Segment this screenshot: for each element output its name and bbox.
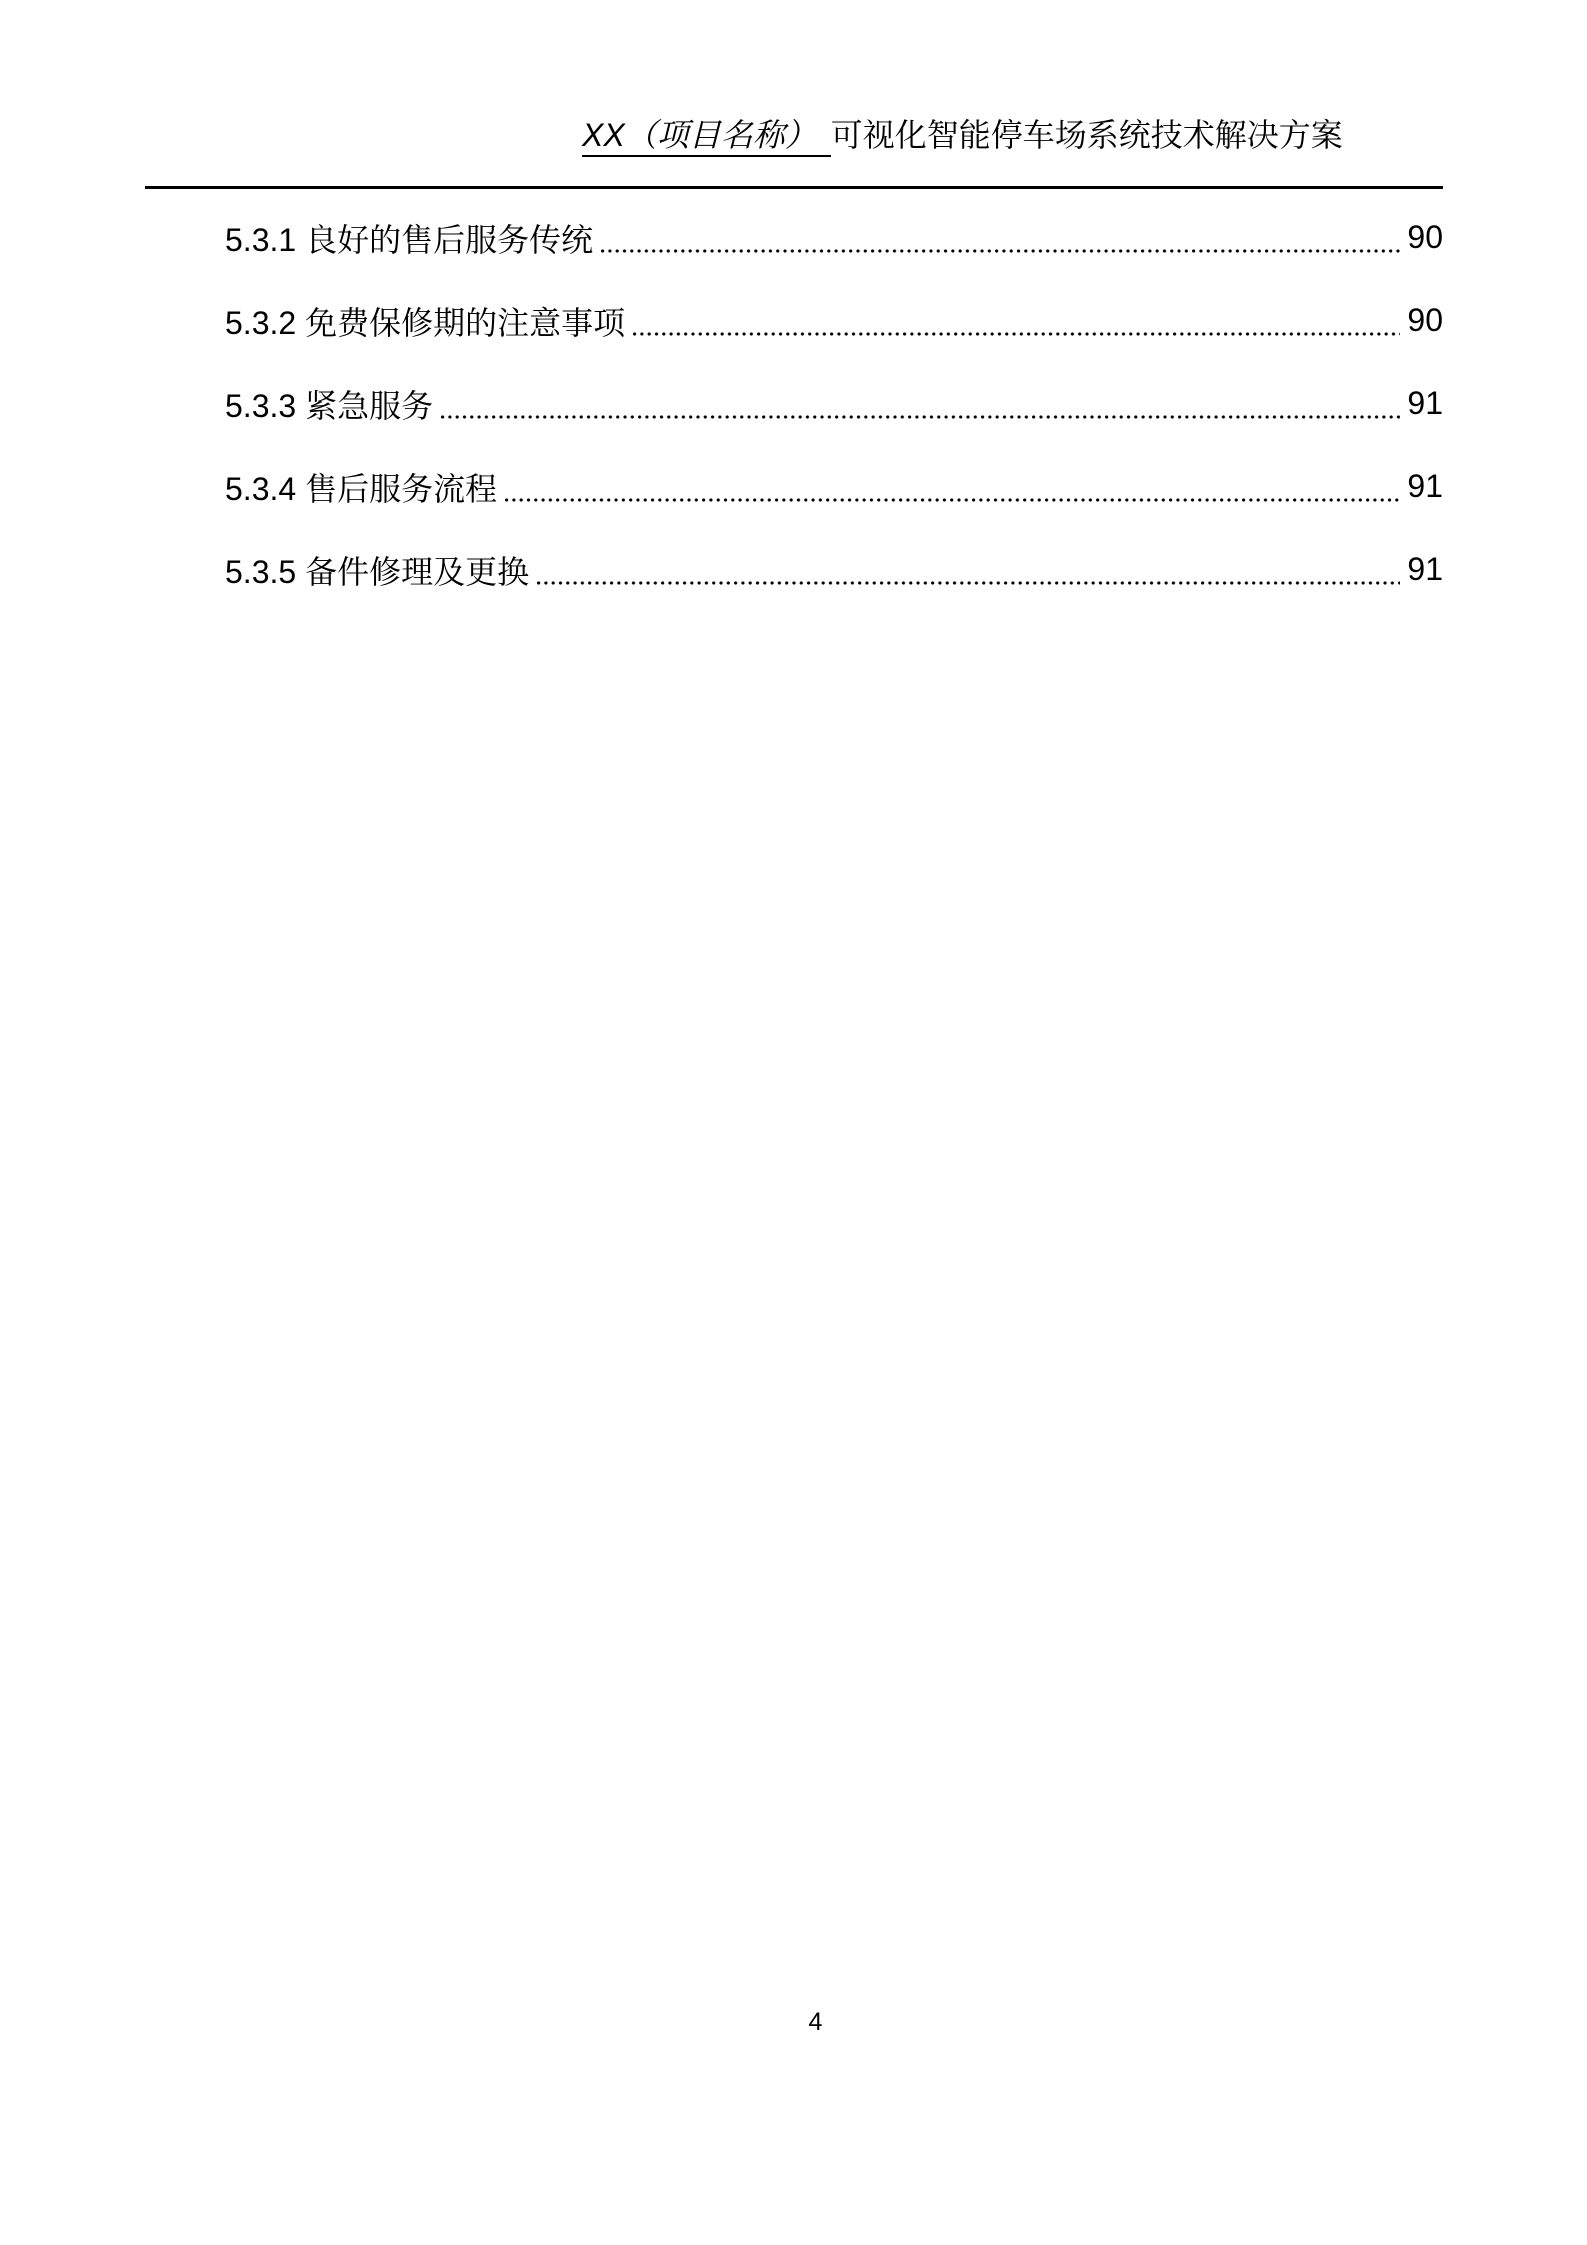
- toc-entry[interactable]: [225, 362, 1443, 445]
- toc-entry[interactable]: [225, 445, 1443, 528]
- toc-entry-page-number: 91: [1407, 551, 1443, 587]
- toc-entry[interactable]: [225, 196, 1443, 279]
- page-header: [582, 117, 1343, 157]
- toc-dot-leader: [633, 302, 1400, 340]
- toc-entry-page-number: 91: [1407, 385, 1443, 421]
- footer-page-number: 4: [808, 2008, 823, 2036]
- toc-entry-label: 5.3.2 免费保修期的注意事项: [225, 304, 626, 341]
- header-rule: [145, 186, 1443, 189]
- toc-entry-label: 5.3.4 售后服务流程: [225, 470, 498, 507]
- toc-entry-label: 5.3.3 紧急服务: [225, 387, 434, 424]
- toc-entry-label: 5.3.1 良好的售后服务传统: [225, 221, 594, 258]
- toc-dot-leader: [601, 219, 1400, 257]
- toc-dot-leader: [537, 551, 1400, 589]
- toc-dot-leader: [441, 385, 1400, 423]
- toc-entry-label: 5.3.5 备件修理及更换: [225, 553, 530, 590]
- toc-entry-page-number: 90: [1407, 302, 1443, 338]
- toc-entry-page-number: 90: [1407, 219, 1443, 255]
- toc-entry-page-number: 91: [1407, 468, 1443, 504]
- header-project-name: XX（项目名称）: [582, 117, 831, 157]
- toc-entry[interactable]: [225, 528, 1443, 611]
- page-footer: [0, 2008, 1587, 2037]
- toc-entry[interactable]: [225, 279, 1443, 362]
- toc-list: [225, 196, 1443, 611]
- header-document-title: 可视化智能停车场系统技术解决方案: [830, 117, 1343, 153]
- toc-dot-leader: [505, 468, 1400, 506]
